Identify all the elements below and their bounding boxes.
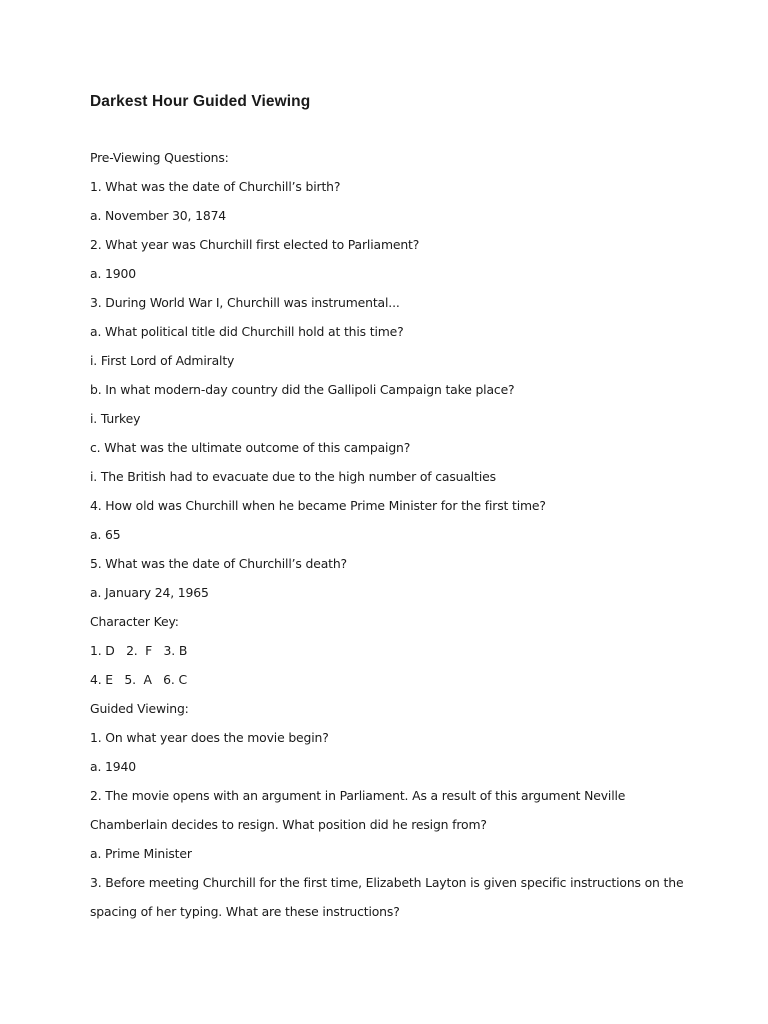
answer-line: i. Turkey xyxy=(90,411,141,426)
character-key-row: 4. E 5. A 6. C xyxy=(90,672,187,687)
answer-line: a. 65 xyxy=(90,527,121,542)
question-line: 3. During World War I, Churchill was instrumental... xyxy=(90,295,400,310)
answer-line: a. November 30, 1874 xyxy=(90,208,227,223)
document-title: Darkest Hour Guided Viewing xyxy=(90,93,311,110)
question-line: 3. Before meeting Churchill for the first time, Elizabeth Layton is given specific instructions on the xyxy=(90,875,684,890)
question-line: 1. On what year does the movie begin? xyxy=(90,730,329,745)
subquestion-line: c. What was the ultimate outcome of this campaign? xyxy=(90,440,411,455)
question-line: 5. What was the date of Churchill’s death? xyxy=(90,556,347,571)
section-heading-character-key: Character Key: xyxy=(90,614,179,629)
character-key-row: 1. D 2. F 3. B xyxy=(90,643,188,658)
answer-line: i. First Lord of Admiralty xyxy=(90,353,235,368)
section-heading-guided-viewing: Guided Viewing: xyxy=(90,701,189,716)
answer-line: a. January 24, 1965 xyxy=(90,585,209,600)
question-line: 4. How old was Churchill when he became Prime Minister for the first time? xyxy=(90,498,546,513)
section-heading-pre-viewing: Pre-Viewing Questions: xyxy=(90,150,229,165)
answer-line: a. 1900 xyxy=(90,266,136,281)
answer-line: a. 1940 xyxy=(90,759,136,774)
document-body xyxy=(90,143,683,926)
question-line-continued: spacing of her typing. What are these instructions? xyxy=(90,904,400,919)
subquestion-line: b. In what modern-day country did the Gallipoli Campaign take place? xyxy=(90,382,515,397)
question-line: 2. The movie opens with an argument in Parliament. As a result of this argument Neville xyxy=(90,788,626,803)
answer-line: i. The British had to evacuate due to the high number of casualties xyxy=(90,469,496,484)
subquestion-line: a. What political title did Churchill hold at this time? xyxy=(90,324,404,339)
question-line: 2. What year was Churchill first elected to Parliament? xyxy=(90,237,420,252)
question-line-continued: Chamberlain decides to resign. What position did he resign from? xyxy=(90,817,487,832)
question-line: 1. What was the date of Churchill’s birth? xyxy=(90,179,341,194)
answer-line: a. Prime Minister xyxy=(90,846,192,861)
